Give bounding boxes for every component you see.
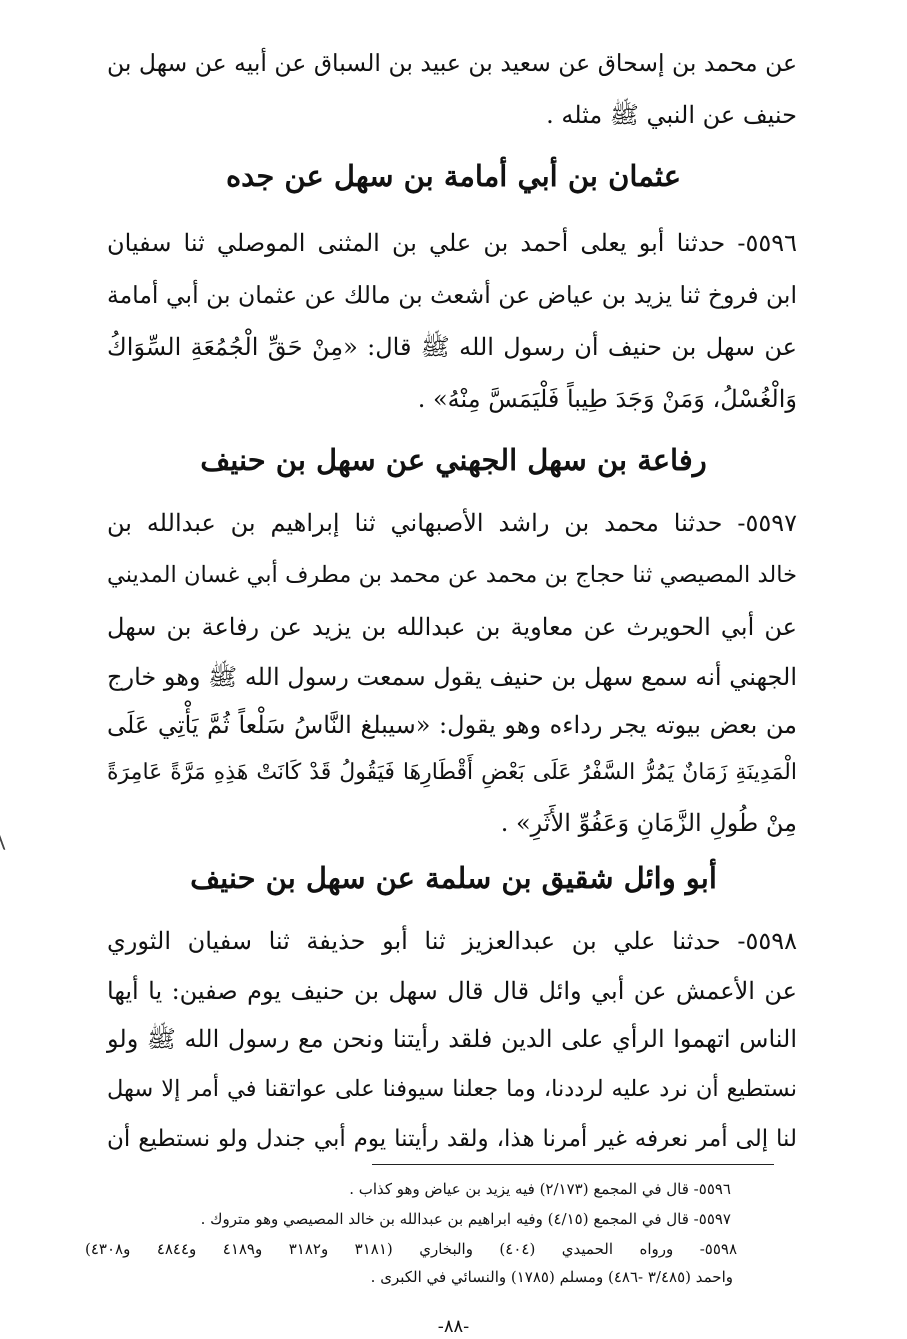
text-line: ٥٥٩٦- حدثنا أبو يعلى أحمد بن علي بن المثنى الموصلي ثنا سفيان bbox=[107, 229, 797, 257]
text-line: الناس اتهموا الرأي على الدين فلقد رأيتنا ونحن مع رسول الله ﷺ ولو bbox=[107, 1025, 797, 1053]
text-line: من بعض بيوته يجر رداءه وهو يقول: «سيبلغ النَّاسُ سَلْعاً ثُمَّ يَأْتِي عَلَى bbox=[107, 711, 797, 739]
text-line: مِنْ طُولِ الزَّمَانِ وَعَفُوِّ الأَثَرِ» . bbox=[500, 809, 797, 837]
page-number: -٨٨- bbox=[437, 1316, 470, 1337]
text-line: وَالْغُسْلُ، وَمَنْ وَجَدَ طِيباً فَلْيَمَسَّ مِنْهُ» . bbox=[417, 385, 797, 413]
text-line: ٥٥٩٧- حدثنا محمد بن راشد الأصبهاني ثنا إبراهيم بن عبدالله بن bbox=[107, 509, 797, 537]
chapter-heading: رفاعة بن سهل الجهني عن سهل بن حنيف bbox=[200, 443, 707, 477]
footnote: ٥٥٩٨- ورواه الحميدي (٤٠٤) والبخاري (٣١٨١ و٣١٨٢ و٤١٨٩ و٤٨٤٤ و٤٣٠٨) bbox=[85, 1240, 738, 1258]
text-line: عن سهل بن حنيف أن رسول الله ﷺ قال: «مِنْ حَقِّ الْجُمُعَةِ السِّوَاكُ bbox=[107, 333, 797, 361]
footnote: ٥٥٩٦- قال في المجمع (٢/١٧٣) فيه يزيد بن عياض وهو كذاب . bbox=[349, 1180, 731, 1198]
footnote: واحمد (٣/٤٨٥ -٤٨٦) ومسلم (١٧٨٥) والنسائي في الكبرى . bbox=[370, 1268, 733, 1286]
text-line: عن أبي الحويرث عن معاوية بن عبدالله بن يزيد عن رفاعة بن سهل bbox=[107, 613, 797, 641]
footnote: ٥٥٩٧- قال في المجمع (٤/١٥) وفيه ابراهيم بن عبدالله بن خالد المصيصي وهو متروك . bbox=[200, 1210, 731, 1228]
text-line: عن محمد بن إسحاق عن سعيد بن عبيد بن السباق عن أبيه عن سهل بن bbox=[107, 49, 797, 77]
chapter-heading: عثمان بن أبي أمامة بن سهل عن جده bbox=[225, 159, 682, 193]
text-line: الجهني أنه سمع سهل بن حنيف يقول سمعت رسول الله ﷺ وهو خارج bbox=[107, 663, 797, 691]
footnote-separator bbox=[372, 1164, 774, 1165]
text-line: ٥٥٩٨- حدثنا علي بن عبدالعزيز ثنا أبو حذيفة ثنا سفيان الثوري bbox=[107, 927, 797, 955]
text-line: عن الأعمش عن أبي وائل قال قال سهل بن حنيف يوم صفين: يا أيها bbox=[107, 977, 797, 1005]
text-line: خالد المصيصي ثنا حجاج بن محمد عن محمد بن مطرف أبي غسان المديني bbox=[107, 562, 797, 588]
text-line: حنيف عن النبي ﷺ مثله . bbox=[546, 101, 797, 129]
text-line: الْمَدِينَةِ زَمَانٌ يَمُرُّ السَّفْرُ عَلَى بَعْضِ أَقْطَارِهَا فَيَقُولُ قَدْ كَانَتْ هَذِهِ مَرَّةً عَامِرَةً bbox=[107, 760, 797, 785]
text-line: لنا إلى أمر نعرفه غير أمرنا هذا، ولقد رأيتنا يوم أبي جندل ولو نستطيع أن bbox=[107, 1126, 797, 1152]
text-line: ابن فروخ ثنا يزيد بن عياض عن أشعث بن مالك عن عثمان بن أبي أمامة bbox=[107, 281, 797, 309]
chapter-heading: أبو وائل شقيق بن سلمة عن سهل بن حنيف bbox=[190, 861, 717, 895]
scan-margin-mark bbox=[0, 830, 9, 851]
text-line: نستطيع أن نرد عليه لرددنا، وما جعلنا سيوفنا على عواتقنا في أمر إلا سهل bbox=[107, 1076, 797, 1102]
